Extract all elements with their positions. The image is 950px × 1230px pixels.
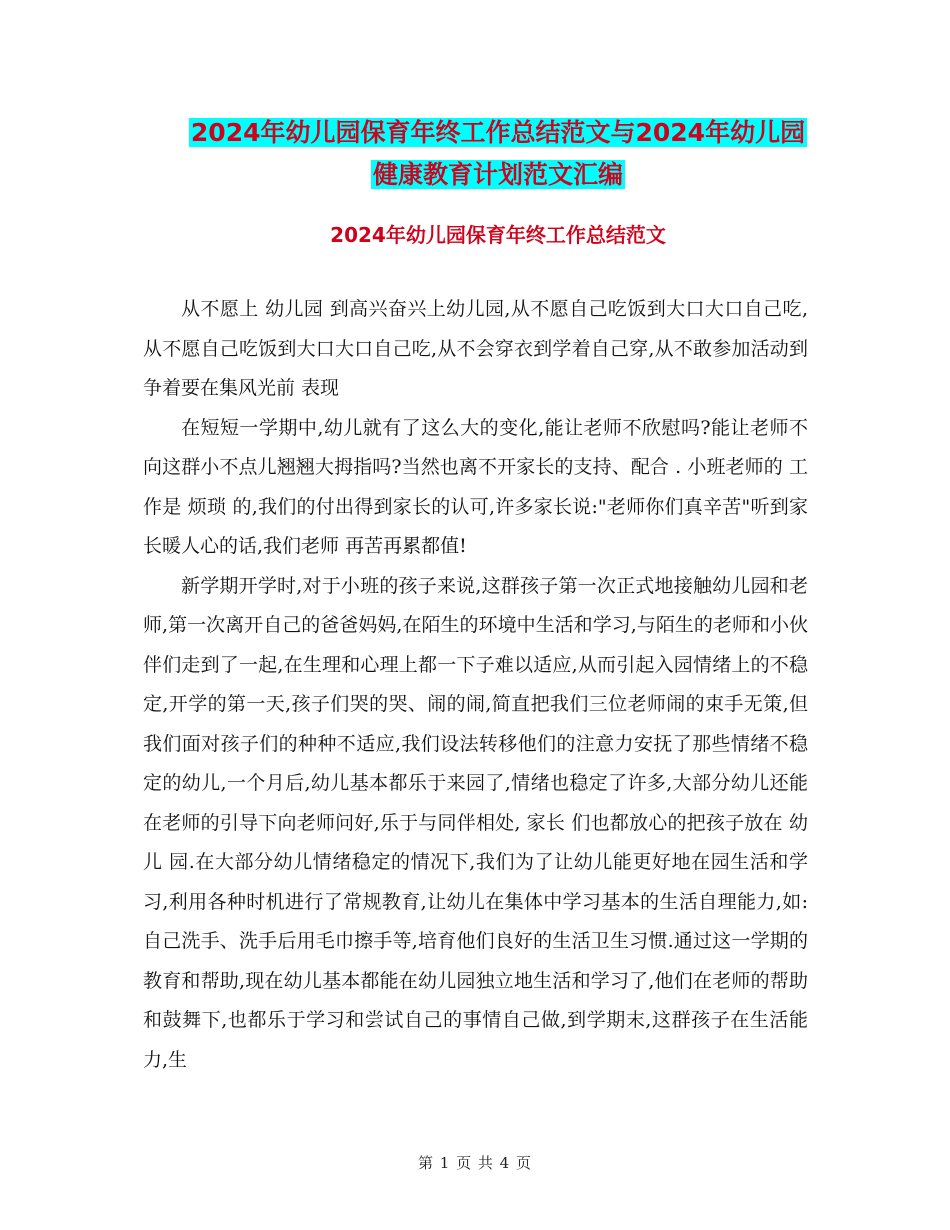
- paragraph: 在短短一学期中,幼儿就有了这么大的变化,能让老师不欣慰吗?能让老师不向这群小不点儿翘翘大拇指吗?当然也离不开家长的支持、配合 . 小班老师的 工作是 烦琐 的,我们的付出得到家长的认可,许多家长说:"老师你们真辛苦"听到家长暖人心的话,我们老师 再苦再累都值!: [143, 416, 808, 557]
- title-line-1: 2024年幼儿园保育年终工作总结范文与2024年幼儿园: [190, 118, 806, 147]
- title-line-2: 健康教育计划范文汇编: [372, 160, 623, 189]
- body-text: [143, 290, 808, 1080]
- paragraph: 从不愿上 幼儿园 到高兴奋兴上幼儿园,从不愿自己吃饭到大口大口自己吃,从不愿自己吃饭到大口大口自己吃,从不会穿衣到学着自己穿,从不敢参加活动到争着要在集风光前 表现: [143, 298, 808, 399]
- paragraph: 新学期开学时,对于小班的孩子来说,这群孩子第一次正式地接触幼儿园和老师,第一次离开自己的爸爸妈妈,在陌生的环境中生活和学习,与陌生的老师和小伙伴们走到了一起,在生理和心理上都一下子难以适应,从而引起入园情绪上的不稳定,开学的第一天,孩子们哭的哭、闹的闹,简直把我们三位老师闹的束手无策,但我们面对孩子们的种种不适应,我们设法转移他们的注意力安抚了那些情绪不稳定的幼儿,一个月后,幼儿基本都乐于来园了,情绪也稳定了许多,大部分幼儿还能在老师的引导下向老师问好,乐于与同伴相处, 家长 们也都放心的把孩子放在 幼儿 园.在大部分幼儿情绪稳定的情况下,我们为了让幼儿能更好地在园生活和学习,利用各种时机进行了常规教育,让幼儿在集体中学习基本的生活自理能力,如:自己洗手、洗手后用毛巾擦手等,培育他们良好的生活卫生习惯.通过这一学期的教育和帮助,现在幼儿基本都能在幼儿园独立地生活和学习了,他们在老师的帮助和鼓舞下,也都乐于学习和尝试自己的事情自己做,到学期末,这群孩子在生活能力,生: [143, 574, 808, 1071]
- document-title: [140, 112, 856, 196]
- section-title: 2024年幼儿园保育年终工作总结范文: [330, 223, 666, 247]
- page-footer: 第 1 页 共 4 页: [418, 1154, 532, 1172]
